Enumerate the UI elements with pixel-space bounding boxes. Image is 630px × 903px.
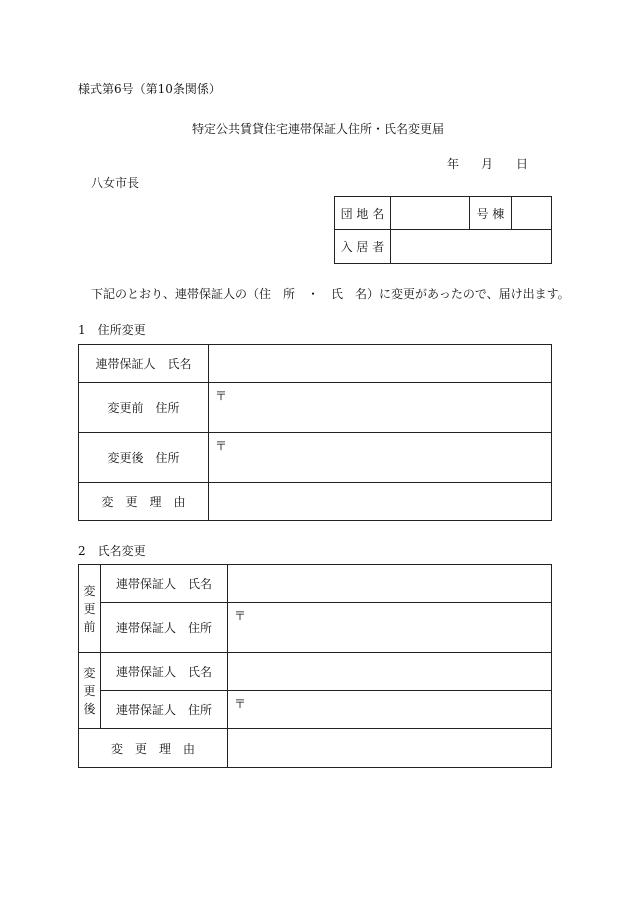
address-change-table xyxy=(78,344,552,521)
s1-reason-label: 変 更 理 由 xyxy=(79,483,209,521)
danchi-field[interactable] xyxy=(390,197,469,230)
page-title: 特定公共賃貸住宅連帯保証人住所・氏名変更届 xyxy=(192,122,445,136)
resident-label: 入 居 者 xyxy=(335,230,391,264)
after-group-label xyxy=(79,653,101,729)
s2-before-address-field[interactable] xyxy=(228,603,552,653)
date-year-label: 年 xyxy=(447,157,460,171)
name-change-table xyxy=(78,564,552,768)
after-char: 後 xyxy=(83,701,96,716)
s1-before-address-label: 変更前 住所 xyxy=(79,383,209,433)
section2-heading: 2 氏名変更 xyxy=(78,544,146,558)
before-char: 変 xyxy=(83,583,96,598)
after-char: 変 xyxy=(83,665,96,680)
before-char: 更 xyxy=(83,601,96,616)
s2-before-name-field[interactable] xyxy=(228,565,552,603)
resident-field[interactable] xyxy=(390,230,551,264)
goto-label: 号 棟 xyxy=(469,197,511,230)
danchi-label: 団 地 名 xyxy=(335,197,391,230)
addressee: 八女市長 xyxy=(91,176,140,190)
s2-before-name-label: 連帯保証人 氏名 xyxy=(101,565,228,603)
date-month-label: 月 xyxy=(481,157,494,171)
s2-after-name-field[interactable] xyxy=(228,653,552,691)
statement: 下記のとおり、連帯保証人の（住 所 ・ 氏 名）に変更があったので、届け出ます。 xyxy=(91,287,570,301)
s2-reason-field[interactable] xyxy=(228,729,552,768)
s1-reason-field[interactable] xyxy=(209,483,552,521)
date-day-label: 日 xyxy=(516,157,529,171)
s1-name-field[interactable] xyxy=(209,345,552,383)
s2-after-address-label: 連帯保証人 住所 xyxy=(101,691,228,729)
postal-mark: 〒 xyxy=(234,697,247,711)
s1-after-address-field[interactable] xyxy=(209,433,552,483)
after-char: 更 xyxy=(83,683,96,698)
applicant-box xyxy=(334,196,552,264)
postal-mark: 〒 xyxy=(234,609,247,623)
form-number: 様式第6号（第10条関係） xyxy=(78,82,221,96)
s2-before-address-label: 連帯保証人 住所 xyxy=(101,603,228,653)
s2-after-address-field[interactable] xyxy=(228,691,552,729)
s1-after-address-label: 変更後 住所 xyxy=(79,433,209,483)
postal-mark: 〒 xyxy=(215,439,228,453)
s2-after-name-label: 連帯保証人 氏名 xyxy=(101,653,228,691)
s1-name-label: 連帯保証人 氏名 xyxy=(79,345,209,383)
before-char: 前 xyxy=(83,619,96,634)
section1-heading: 1 住所変更 xyxy=(78,323,146,337)
goto-field[interactable] xyxy=(512,197,552,230)
s2-reason-label: 変 更 理 由 xyxy=(79,729,228,768)
before-group-label xyxy=(79,565,101,653)
postal-mark: 〒 xyxy=(215,389,228,403)
s1-before-address-field[interactable] xyxy=(209,383,552,433)
